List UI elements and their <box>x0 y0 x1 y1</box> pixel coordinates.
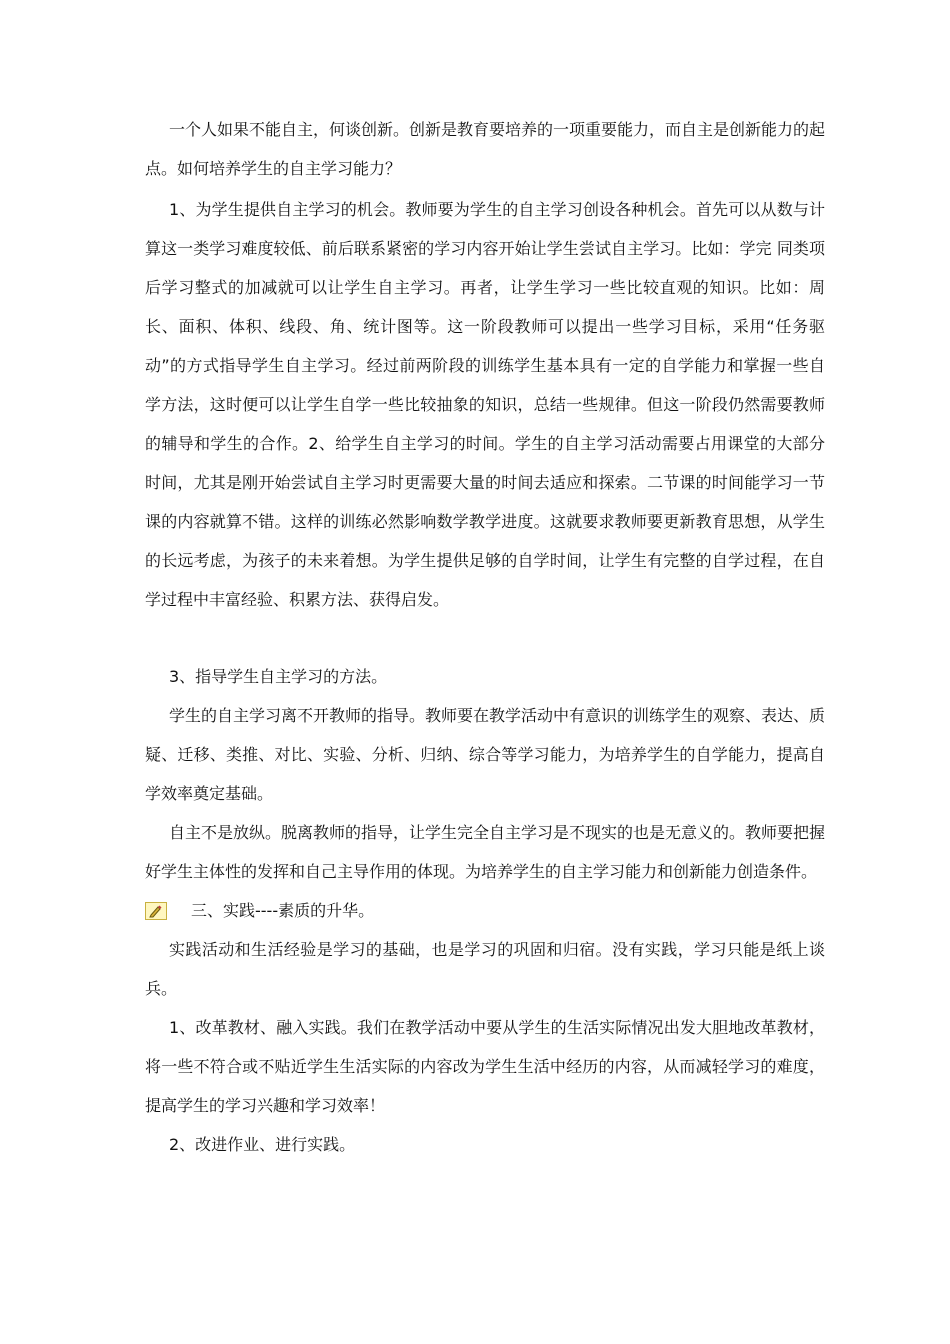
point-1-paragraph: 1、为学生提供自主学习的机会。教师要为学生的自主学习创设各种机会。首先可以从数与计算这一类学习难度较低、前后联系紧密的学习内容开始让学生尝试自主学习。比如：学完 同类项后学习整式的加减就可以让学生自主学习。再者，让学生学习一些比较直观的知识。比如：周长、面积、体积、线段、角、统计图等。这一阶段教师可以提出一些学习目标，采用“任务驱动”的方式指导学生自主学习。经过前两阶段的训练学生基本具有一定的自学能力和掌握一些自学方法，这时便可以让学生自学一些比较抽象的知识，总结一些规律。但这一阶段仍然需要教师的辅导和学生的合作。2、给学生自主学习的时间。学生的自主学习活动需要占用课堂的大部分时间，尤其是刚开始尝试自主学习时更需要大量的时间去适应和探索。二节课的时间能学习一节课的内容就算不错。这样的训练必然影响数学教学进度。这就要求教师要更新教育思想，从学生的长远考虑，为孩子的未来着想。为学生提供足够的自学时间，让学生有完整的自学过程，在自学过程中丰富经验、积累方法、获得启发。 <box>145 200 825 609</box>
paragraph-gap <box>145 619 825 657</box>
document-page <box>145 110 825 1164</box>
guidance-paragraph: 学生的自主学习离不开教师的指导。教师要在教学活动中有意识的训练学生的观察、表达、质疑、迁移、类推、对比、实验、分析、归纳、综合等学习能力，为培养学生的自学能力，提高自学效率奠定基础。 <box>145 706 826 803</box>
autonomy-paragraph: 自主不是放纵。脱离教师的指导，让学生完全自主学习是不现实的也是无意义的。教师要把握好学生主体性的发挥和自己主导作用的体现。为培养学生的自主学习能力和创新能力创造条件。 <box>145 823 826 881</box>
practice-point-2-paragraph: 2、改进作业、进行实践。 <box>169 1135 356 1154</box>
intro-paragraph: 一个人如果不能自主，何谈创新。创新是教育要培养的一项重要能力，而自主是创新能力的起点。如何培养学生的自主学习能力？ <box>145 120 826 178</box>
tip-pencil-icon <box>145 902 167 920</box>
point-3-heading: 3、指导学生自主学习的方法。 <box>169 667 388 686</box>
practice-point-1-paragraph: 1、改革教材、融入实践。我们在教学活动中要从学生的生活实际情况出发大胆地改革教材，将一些不符合或不贴近学生生活实际的内容改为学生生活中经历的内容，从而减轻学习的难度，提高学生的学习兴趣和学习效率！ <box>145 1018 825 1115</box>
section-heading-line <box>145 891 825 930</box>
section-heading: 三、实践----素质的升华。 <box>191 901 375 920</box>
practice-intro-paragraph: 实践活动和生活经验是学习的基础，也是学习的巩固和归宿。没有实践，学习只能是纸上谈兵。 <box>145 940 825 998</box>
